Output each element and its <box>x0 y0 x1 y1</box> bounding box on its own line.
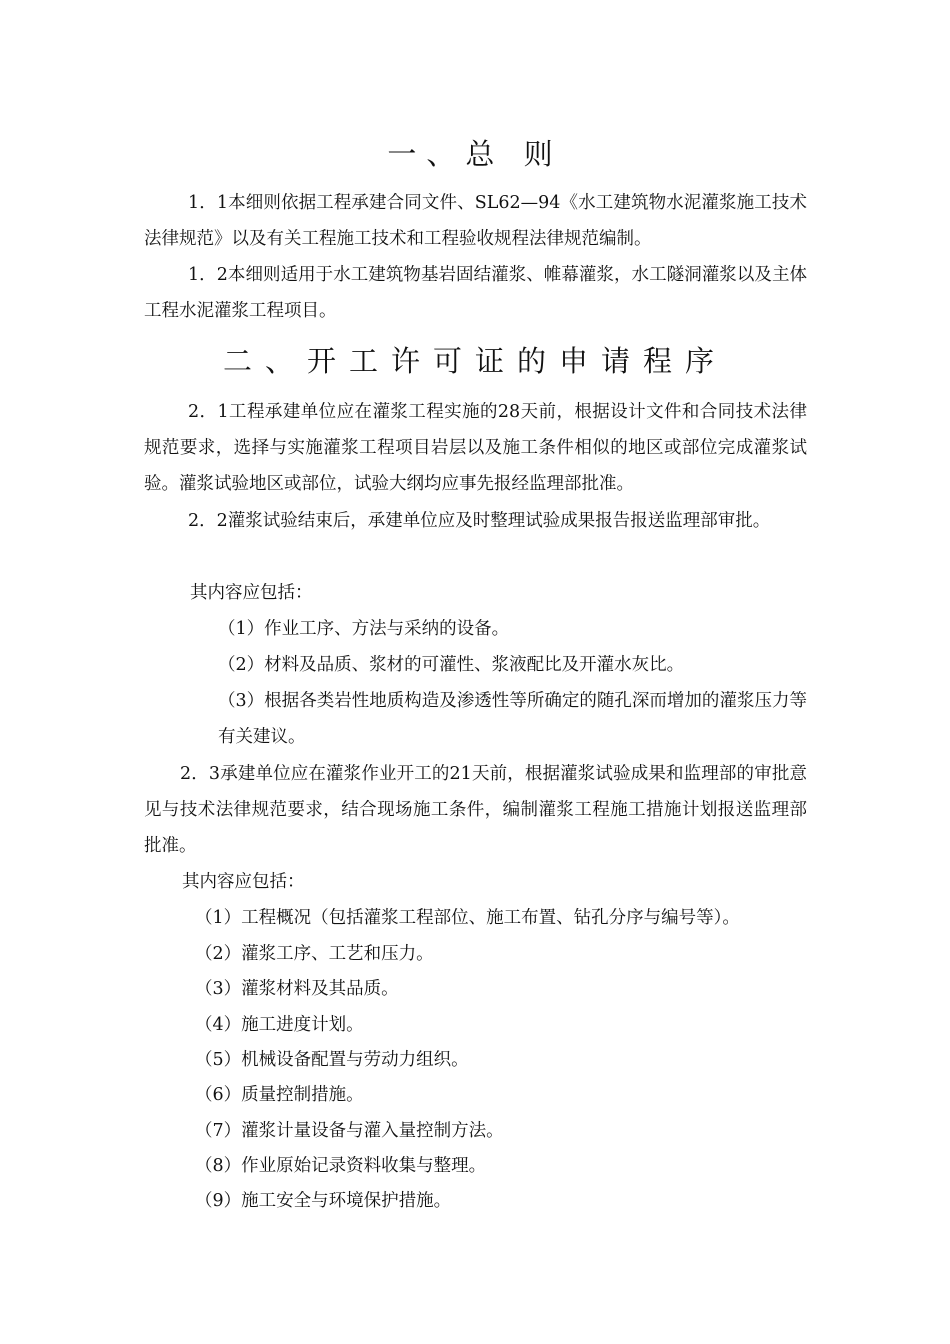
list-item: （8）作业原始记录资料收集与整理。 <box>195 1156 487 1176</box>
content-intro: 其内容应包括： <box>190 583 313 603</box>
list-item: （5）机械设备配置与劳动力组织。 <box>195 1050 469 1070</box>
list-item: （1）工程概况（包括灌浆工程部位、施工布置、钻孔分序与编号等）。 <box>195 908 740 928</box>
list-item: （2）材料及品质、浆材的可灌性、浆液配比及开灌水灰比。 <box>218 655 685 675</box>
list-item: （9）施工安全与环境保护措施。 <box>195 1191 452 1211</box>
list-item: （4）施工进度计划。 <box>195 1015 364 1035</box>
section-heading-general: 一、总 则 <box>387 137 563 171</box>
paragraph-1-2: 1．2本细则适用于水工建筑物基岩固结灌浆、帷幕灌浆，水工隧洞灌浆以及主体工程水泥灌浆工程项目。 <box>144 265 807 321</box>
list-item: （1）作业工序、方法与采纳的设备。 <box>218 619 510 639</box>
list-item: （6）质量控制措施。 <box>195 1085 364 1105</box>
list-item: （3）灌浆材料及其品质。 <box>195 979 399 999</box>
paragraph-1-1: 1．1本细则依据工程承建合同文件、SL62—94《水工建筑物水泥灌浆施工技术法律规范》以及有关工程施工技术和工程验收规程法律规范编制。 <box>144 193 807 249</box>
list-item: （3）根据各类岩性地质构造及渗透性等所确定的随孔深而增加的灌浆压力等有关建议。 <box>218 691 807 747</box>
paragraph-2-3: 2．3承建单位应在灌浆作业开工的21天前，根据灌浆试验成果和监理部的审批意见与技术法律规范要求，结合现场施工条件，编制灌浆工程施工措施计划报送监理部批准。 <box>144 764 807 856</box>
paragraph-2-1: 2．1工程承建单位应在灌浆工程实施的28天前，根据设计文件和合同技术法律规范要求，选择与实施灌浆工程项目岩层以及施工条件相似的地区或部位完成灌浆试验。灌浆试验地区或部位，试验大纲均应事先报经监理部批准。 <box>144 402 807 494</box>
list-item: （2）灌浆工序、工艺和压力。 <box>195 944 434 964</box>
content-intro: 其内容应包括： <box>182 872 305 892</box>
section-heading-permit-procedure: 二、开工许可证的申请程序 <box>222 344 727 378</box>
list-item: （7）灌浆计量设备与灌入量控制方法。 <box>195 1121 504 1141</box>
paragraph-2-2: 2．2灌浆试验结束后，承建单位应及时整理试验成果报告报送监理部审批。 <box>188 511 771 531</box>
